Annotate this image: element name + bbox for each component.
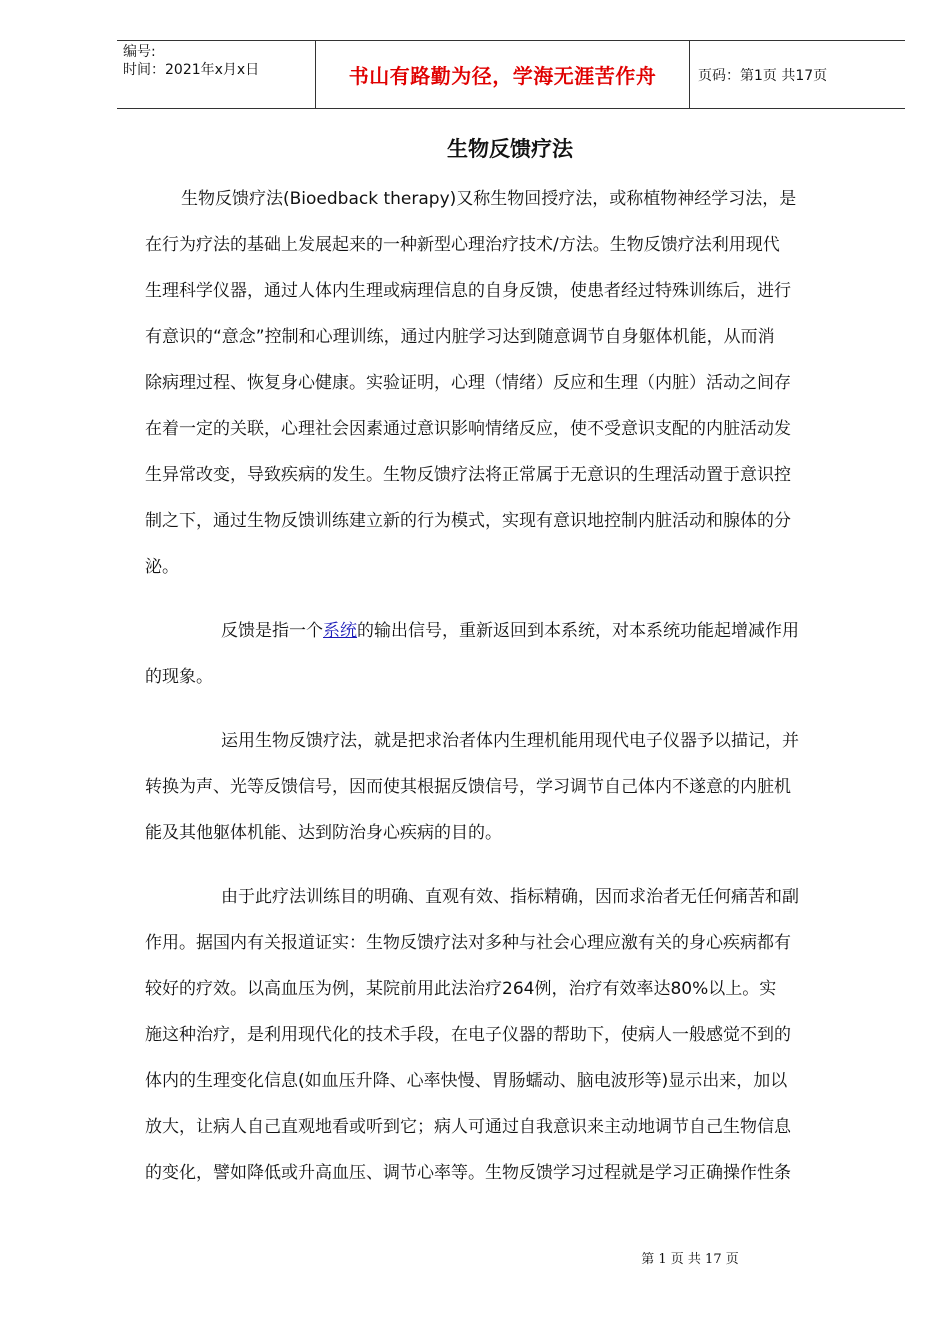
paragraph-line: 放大，让病人自己直观地看或听到它；病人可通过自我意识来主动地调节自己生物信息 [145,1117,791,1137]
paragraph-line: 作用。据国内有关报道证实：生物反馈疗法对多种与社会心理应激有关的身心疾病都有 [145,933,791,953]
motto-text: 书山有路勤为径，学海无涯苦作舟 [348,64,657,88]
paragraph-text: 反馈是指一个 [221,621,323,641]
paragraph-2 [145,608,875,700]
paragraph-line: 除病理过程、恢复身心健康。实验证明，心理（情绪）反应和生理（内脏）活动之间存 [145,373,791,393]
page-footer: 第 1 页 共 17 页 [641,1252,739,1267]
paragraph-line: 体内的生理变化信息(如血压升降、心率快慢、胃肠蠕动、脑电波形等)显示出来，加以 [145,1071,788,1091]
paragraph-line: 运用生物反馈疗法，就是把求治者体内生理机能用现代电子仪器予以描记，并 [221,731,799,751]
paragraph-line: 生异常改变，导致疾病的发生。生物反馈疗法将正常属于无意识的生理活动置于意识控 [145,465,791,485]
paragraph-text: 的输出信号，重新返回到本系统，对本系统功能起增减作用 [357,621,799,641]
paragraph-line: 由于此疗法训练目的明确、直观有效、指标精确，因而求治者无任何痛苦和副 [221,887,799,907]
paragraph-4 [145,874,875,1196]
paragraph-line: 有意识的“意念”控制和心理训练，通过内脏学习达到随意调节自身躯体机能，从而消 [145,327,775,347]
paragraph-line: 生物反馈疗法(Bioedback therapy)又称生物回授疗法，或称植物神经学习法，是 [181,189,797,209]
paragraph-line: 施这种治疗，是利用现代化的技术手段，在电子仪器的帮助下，使病人一般感觉不到的 [145,1025,791,1045]
paragraph-line: 制之下，通过生物反馈训练建立新的行为模式，实现有意识地控制内脏活动和腺体的分 [145,511,791,531]
page-header [117,40,905,109]
paragraph-line: 能及其他躯体机能、达到防治身心疾病的目的。 [145,823,502,843]
document-title: 生物反馈疗法 [447,137,573,161]
paragraph-line: 较好的疗效。以高血压为例，某院前用此法治疗264例，治疗有效率达80%以上。实 [145,979,777,999]
paragraph-line: 的现象。 [145,667,213,687]
paragraph-line: 生理科学仪器，通过人体内生理或病理信息的自身反馈，使患者经过特殊训练后，进行 [145,281,791,301]
date-label: 时间：2021年x月x日 [123,62,260,78]
paragraph-line: 的变化，譬如降低或升高血压、调节心率等。生物反馈学习过程就是学习正确操作性条 [145,1163,791,1183]
header-page-cell [690,41,905,108]
paragraph-line [145,608,875,654]
paragraph-line: 泌。 [145,557,179,577]
system-link[interactable]: 系统 [323,621,357,641]
header-motto-cell [315,41,690,108]
page-info: 页码：第1页 共17页 [698,67,828,84]
header-meta-cell [117,41,315,108]
paragraph-line: 转换为声、光等反馈信号，因而使其根据反馈信号，学习调节自己体内不遂意的内脏机 [145,777,791,797]
paragraph-line: 在行为疗法的基础上发展起来的一种新型心理治疗技术/方法。生物反馈疗法利用现代 [145,235,780,255]
paragraph-line: 在着一定的关联，心理社会因素通过意识影响情绪反应，使不受意识支配的内脏活动发 [145,419,791,439]
paragraph-1 [145,176,875,590]
serial-number-label: 编号: [123,44,156,60]
paragraph-3 [145,718,875,856]
